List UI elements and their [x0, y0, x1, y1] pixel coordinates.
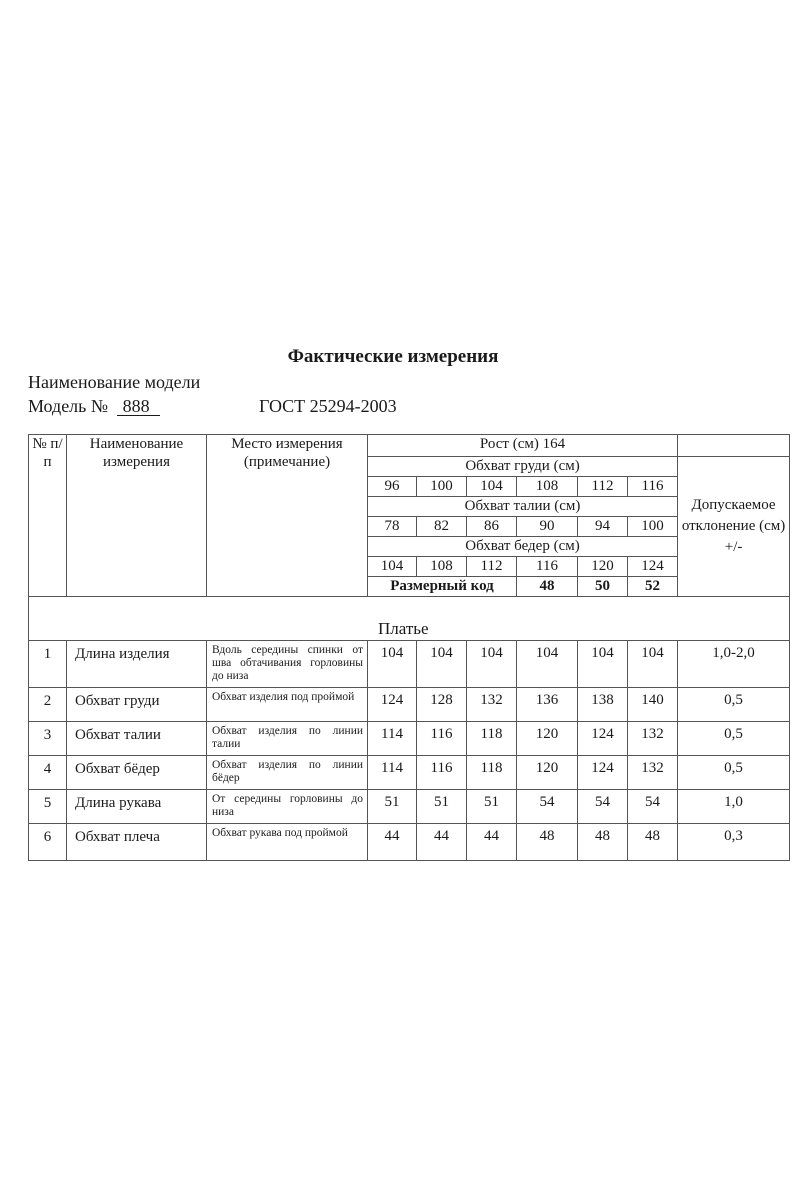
row-note: Обхват изделия под проймой — [207, 688, 368, 722]
row-note: Обхват изделия по линии бёдер — [207, 756, 368, 790]
size-code: 50 — [578, 577, 628, 597]
chest-value: 96 — [368, 477, 417, 497]
row-value: 114 — [368, 722, 417, 756]
row-num: 4 — [29, 756, 67, 790]
model-number-line — [28, 396, 160, 417]
row-value: 120 — [517, 756, 578, 790]
size-code-label: Размерный код — [368, 577, 517, 597]
section-title — [29, 597, 790, 641]
row-value: 116 — [417, 722, 467, 756]
header-height: Рост (см) 164 — [368, 435, 678, 457]
row-value: 54 — [517, 790, 578, 824]
row-name: Обхват плеча — [67, 824, 207, 861]
row-value: 104 — [417, 641, 467, 688]
row-value: 48 — [578, 824, 628, 861]
chest-value: 100 — [417, 477, 467, 497]
row-tolerance: 0,5 — [678, 722, 790, 756]
row-value: 138 — [578, 688, 628, 722]
table-row — [29, 790, 790, 824]
header-place: Место измерения (примечание) — [207, 435, 368, 597]
header-tolerance-empty — [678, 435, 790, 457]
row-value: 114 — [368, 756, 417, 790]
table-row — [29, 722, 790, 756]
row-note: Вдоль середины спинки от шва обтачивания горловины до низа — [207, 641, 368, 688]
row-num: 6 — [29, 824, 67, 861]
waist-value: 82 — [417, 517, 467, 537]
table-row — [29, 824, 790, 861]
hips-value: 120 — [578, 557, 628, 577]
chest-value: 104 — [467, 477, 517, 497]
row-value: 136 — [517, 688, 578, 722]
row-value: 44 — [467, 824, 517, 861]
row-value: 104 — [578, 641, 628, 688]
row-name: Обхват бёдер — [67, 756, 207, 790]
row-tolerance: 0,5 — [678, 688, 790, 722]
chest-value: 116 — [628, 477, 678, 497]
size-code: 48 — [517, 577, 578, 597]
row-value: 120 — [517, 722, 578, 756]
row-value: 44 — [368, 824, 417, 861]
table-row — [29, 688, 790, 722]
size-code: 52 — [628, 577, 678, 597]
row-tolerance: 0,3 — [678, 824, 790, 861]
row-value: 54 — [628, 790, 678, 824]
row-name: Длина рукава — [67, 790, 207, 824]
row-value: 48 — [628, 824, 678, 861]
hips-value: 112 — [467, 557, 517, 577]
standard-label: ГОСТ 25294-2003 — [259, 396, 397, 416]
row-note: Обхват рукава под проймой — [207, 824, 368, 861]
header-tolerance: Допускаемое отклонение (см) +/- — [678, 457, 790, 597]
row-value: 48 — [517, 824, 578, 861]
row-num: 1 — [29, 641, 67, 688]
model-name-label: Наименование модели — [28, 372, 201, 392]
table-row — [29, 756, 790, 790]
row-note: От середины горловины до низа — [207, 790, 368, 824]
row-num: 2 — [29, 688, 67, 722]
model-number: 888 — [117, 397, 160, 416]
waist-value: 90 — [517, 517, 578, 537]
section-row — [29, 597, 790, 641]
hips-value: 104 — [368, 557, 417, 577]
row-tolerance: 1,0-2,0 — [678, 641, 790, 688]
row-note: Обхват изделия по линии талии — [207, 722, 368, 756]
row-value: 132 — [628, 722, 678, 756]
hips-value: 124 — [628, 557, 678, 577]
row-value: 128 — [417, 688, 467, 722]
section-title-text: Платье — [378, 619, 429, 638]
waist-value: 100 — [628, 517, 678, 537]
chest-value: 108 — [517, 477, 578, 497]
measurements-table — [28, 434, 790, 861]
row-value: 104 — [628, 641, 678, 688]
model-number-label: Модель № — [28, 396, 109, 416]
chest-value: 112 — [578, 477, 628, 497]
row-value: 124 — [368, 688, 417, 722]
waist-value: 78 — [368, 517, 417, 537]
row-num: 3 — [29, 722, 67, 756]
row-value: 51 — [417, 790, 467, 824]
hips-value: 108 — [417, 557, 467, 577]
header-num: № п/п — [29, 435, 67, 597]
row-value: 104 — [368, 641, 417, 688]
waist-value: 94 — [578, 517, 628, 537]
row-value: 44 — [417, 824, 467, 861]
row-value: 104 — [467, 641, 517, 688]
row-value: 51 — [368, 790, 417, 824]
header-chest: Обхват груди (см) — [368, 457, 678, 477]
row-value: 132 — [628, 756, 678, 790]
row-value: 118 — [467, 722, 517, 756]
row-num: 5 — [29, 790, 67, 824]
row-value: 140 — [628, 688, 678, 722]
row-value: 124 — [578, 722, 628, 756]
row-value: 118 — [467, 756, 517, 790]
header-waist: Обхват талии (см) — [368, 497, 678, 517]
row-name: Обхват талии — [67, 722, 207, 756]
row-tolerance: 1,0 — [678, 790, 790, 824]
document-title: Фактические измерения — [287, 346, 499, 367]
header-name: Наименование измерения — [67, 435, 207, 597]
row-value: 51 — [467, 790, 517, 824]
row-value: 54 — [578, 790, 628, 824]
row-value: 124 — [578, 756, 628, 790]
row-name: Длина изделия — [67, 641, 207, 688]
header-hips: Обхват бедер (см) — [368, 537, 678, 557]
hips-value: 116 — [517, 557, 578, 577]
table-row — [29, 641, 790, 688]
row-name: Обхват груди — [67, 688, 207, 722]
row-tolerance: 0,5 — [678, 756, 790, 790]
waist-value: 86 — [467, 517, 517, 537]
row-value: 104 — [517, 641, 578, 688]
row-value: 116 — [417, 756, 467, 790]
row-value: 132 — [467, 688, 517, 722]
